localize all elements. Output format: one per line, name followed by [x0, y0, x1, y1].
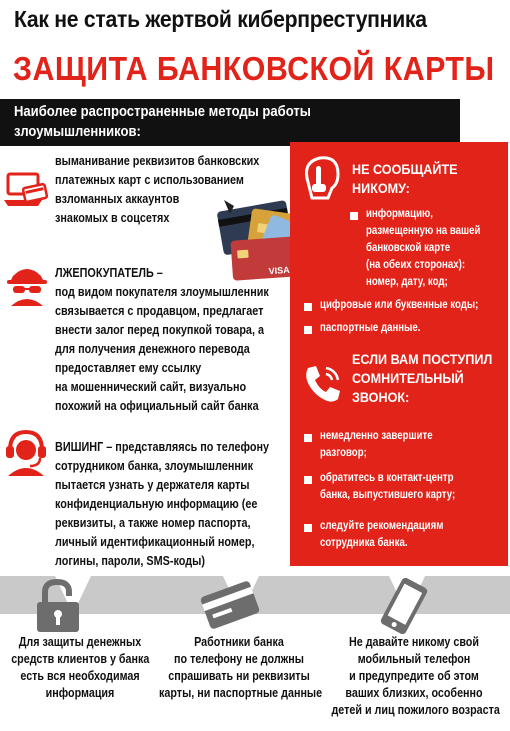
- tip-3-line: ваших близких, особенно: [345, 686, 483, 700]
- tip-3-line: Не давайте никому свой: [349, 635, 479, 649]
- page-title: Как не стать жертвой киберпреступника: [14, 6, 427, 32]
- tip-1-line: Для защиты денежных: [18, 635, 142, 649]
- method-2-text: [55, 264, 269, 416]
- section-1-item-line: размещенную на вашей: [366, 225, 481, 237]
- section-1-title: [352, 160, 458, 198]
- card-icon: [198, 578, 262, 632]
- section-2-title-line: СОМНИТЕЛЬНЫЙ: [352, 370, 464, 386]
- method-3-line: конфиденциальную информацию (ее: [55, 497, 258, 511]
- method-3-text: [55, 438, 269, 571]
- tip-3-line: мобильный телефон: [357, 652, 471, 666]
- tip-2-line: карты, ни паспортные данные: [159, 686, 323, 700]
- section-1-item-line: цифровые или буквенные коды;: [320, 299, 479, 311]
- section-1-item-line: (на обеих сторонах):: [366, 259, 466, 271]
- bullet-square: [350, 212, 358, 220]
- bullet-square: [304, 303, 312, 311]
- card-brand-label: VISA: [268, 264, 290, 277]
- method-3-line: пытается узнать у держателя карты: [55, 478, 250, 492]
- section-2-item-line: разговор;: [320, 447, 367, 459]
- section-2-item-line: следуйте рекомендациям: [320, 520, 444, 532]
- smartphone-icon: [376, 578, 432, 634]
- section-1-item-line: информацию,: [366, 208, 433, 220]
- method-3-line: ВИШИНГ – представляясь по телефону: [55, 440, 270, 454]
- red-panel: [290, 142, 508, 566]
- method-2-line: предоставляет ему ссылку: [55, 361, 202, 375]
- laptop-card-icon: [2, 170, 50, 216]
- section-1-title-line: НИКОМУ:: [352, 180, 410, 196]
- padlock-icon: [31, 578, 85, 634]
- page-subtitle: ЗАЩИТА БАНКОВСКОЙ КАРТЫ: [13, 50, 495, 87]
- spy-icon: [5, 262, 49, 306]
- section-1-item-line: паспортные данные.: [320, 322, 421, 334]
- tip-1-line: средств клиентов у банка: [11, 652, 150, 666]
- tip-3-line: и предупредите об этом: [349, 669, 479, 683]
- method-2-line: связывается с продавцом, предлагает: [55, 304, 264, 318]
- method-3-line: логины, пароли, SMS-коды): [55, 554, 205, 568]
- methods-banner-line: злоумышленников:: [14, 124, 141, 140]
- section-2-item-line: сотрудника банка.: [320, 537, 408, 549]
- method-3-line: реквизиты, а также номер паспорта,: [55, 516, 251, 530]
- bullet-square: [304, 434, 312, 442]
- section-1-title-line: НЕ СООБЩАЙТЕ: [352, 161, 458, 177]
- section-2-item: [320, 470, 455, 504]
- bullet-square: [304, 476, 312, 484]
- hush-face-icon: [298, 152, 344, 200]
- section-1-item: [320, 320, 420, 337]
- tip-2-line: по телефону не должны: [174, 652, 304, 666]
- tip-1-text: [11, 634, 149, 702]
- method-1-line: платежных карт с использованием: [55, 173, 244, 187]
- headset-operator-icon: [4, 428, 48, 476]
- tip-2-line: Работники банка: [194, 635, 284, 649]
- method-2-line: ЛЖЕПОКУПАТЕЛЬ –: [55, 266, 163, 280]
- tip-3-text: [331, 634, 500, 719]
- phone-icon: [300, 362, 344, 406]
- method-2-line: для получения денежного перевода: [55, 342, 250, 356]
- method-1-line: взломанных аккаунтов: [55, 192, 180, 206]
- section-2-title-line: ЕСЛИ ВАМ ПОСТУПИЛ: [352, 351, 493, 367]
- section-2-item-line: немедленно завершите: [320, 430, 433, 442]
- bullet-square: [304, 326, 312, 334]
- section-2-item-line: обратитесь в контакт-центр: [320, 472, 454, 484]
- method-2-line: на мошеннический сайт, визуально: [55, 380, 247, 394]
- section-1-item: [320, 297, 478, 314]
- method-2-line: похожий на официальный сайт банка: [55, 399, 259, 413]
- method-2-line: под видом покупателя злоумышленник: [55, 285, 269, 299]
- method-1-line: выманивание реквизитов банковских: [55, 154, 260, 168]
- method-2-line: внести залог перед покупкой товара, а: [55, 323, 265, 337]
- bullet-square: [304, 524, 312, 532]
- section-2-title-line: ЗВОНОК:: [352, 389, 410, 405]
- section-1-item-line: банковской карте: [366, 242, 451, 254]
- tip-2-text: [159, 634, 323, 702]
- tip-2-line: спрашивать ни реквизиты: [168, 669, 310, 683]
- section-1-item: [366, 206, 480, 291]
- tip-3-line: детей и лиц пожилого возраста: [331, 703, 500, 717]
- tip-1-line: информация: [45, 686, 115, 700]
- method-3-line: сотрудником банка, злоумышленник: [55, 459, 254, 473]
- section-2-item-line: банка, выпустившего карту;: [320, 489, 456, 501]
- section-2-title: [352, 350, 492, 407]
- section-2-item: [320, 428, 433, 462]
- section-1-item-line: номер, дату, код;: [366, 276, 448, 288]
- section-2-item: [320, 518, 443, 552]
- tip-1-line: есть вся необходимая: [20, 669, 140, 683]
- method-3-line: личный идентификационный номер,: [55, 535, 255, 549]
- methods-banner-line: Наиболее распространенные методы работы: [14, 104, 311, 120]
- method-1-line: знакомых в соцсетях: [55, 211, 170, 225]
- methods-banner: [0, 99, 460, 146]
